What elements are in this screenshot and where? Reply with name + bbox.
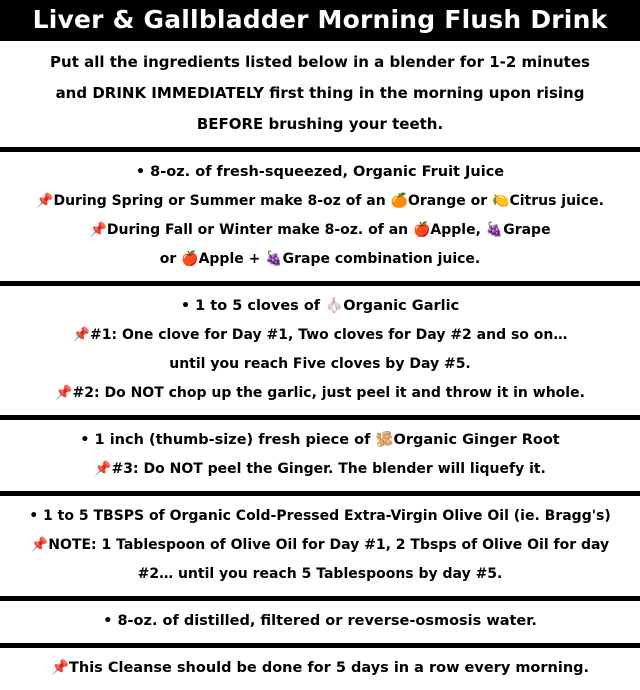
section-footer-note	[0, 648, 640, 690]
ingredient-heading: • 8-oz. of fresh-squeezed, Organic Fruit Juice	[135, 164, 505, 180]
section-garlic	[0, 286, 640, 415]
ingredient-note: 📌During Spring or Summer make 8-oz of an 🍊Orange or 🍋Citrus juice.	[36, 193, 604, 209]
ingredient-note: #2… until you reach 5 Tablespoons by day #5.	[137, 566, 503, 582]
ingredient-note: 📌During Fall or Winter make 8-oz. of an 🍎Apple, 🍇Grape	[89, 222, 551, 238]
ingredient-heading: • 1 inch (thumb-size) fresh piece of 🫚Organic Ginger Root	[80, 432, 560, 448]
section-intro	[0, 41, 640, 147]
ingredient-note: 📌#1: One clove for Day #1, Two cloves for Day #2 and so on…	[72, 327, 568, 343]
ingredient-note: or 🍎Apple + 🍇Grape combination juice.	[159, 251, 481, 267]
section-juice	[0, 152, 640, 281]
intro-line: Put all the ingredients listed below in a blender for 1-2 minutes	[50, 53, 590, 71]
page-title: Liver & Gallbladder Morning Flush Drink	[0, 0, 640, 41]
section-water	[0, 601, 640, 643]
ingredient-note: until you reach Five cloves by Day #5.	[169, 356, 471, 372]
intro-line: and DRINK IMMEDIATELY first thing in the morning upon rising	[55, 84, 585, 102]
ingredient-heading: • 1 to 5 cloves of 🧄Organic Garlic	[180, 298, 460, 314]
section-olive-oil	[0, 496, 640, 596]
ingredient-note: 📌NOTE: 1 Tablespoon of Olive Oil for Day #1, 2 Tbsps of Olive Oil for day	[30, 537, 610, 553]
intro-line: BEFORE brushing your teeth.	[196, 115, 444, 133]
ingredient-note: 📌#2: Do NOT chop up the garlic, just peel it and throw it in whole.	[55, 385, 585, 401]
ingredient-heading: • 8-oz. of distilled, filtered or reverse-osmosis water.	[103, 613, 537, 629]
ingredient-note: 📌#3: Do NOT peel the Ginger. The blender will liquefy it.	[94, 461, 546, 477]
ingredient-heading: • 1 to 5 TBSPS of Organic Cold-Pressed Extra-Virgin Olive Oil (ie. Bragg's)	[29, 508, 611, 524]
section-ginger	[0, 420, 640, 491]
cleanse-duration-note: 📌This Cleanse should be done for 5 days in a row every morning.	[50, 660, 590, 676]
